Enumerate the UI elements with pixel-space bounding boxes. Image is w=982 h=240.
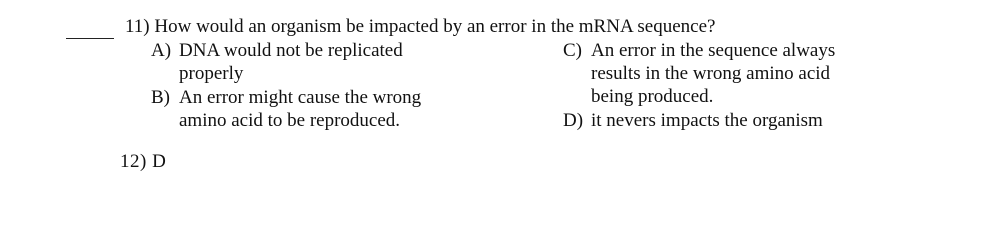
option-b-line-1: An error might cause the wrong (179, 87, 422, 108)
option-d-line-1: it nevers impacts the organism (591, 110, 823, 131)
question-number: 11) (125, 16, 150, 37)
option-c-line-1: An error in the sequence always (591, 40, 836, 61)
option-b-letter: B) (151, 87, 170, 108)
option-a (151, 39, 403, 85)
option-a-letter: A) (151, 40, 172, 61)
option-c-line-2: results in the wrong amino acid (591, 63, 831, 84)
option-a-line-2: properly (179, 63, 244, 84)
option-b-line-2: amino acid to be reproduced. (179, 110, 401, 131)
option-a-line-1: DNA would not be replicated (179, 40, 403, 61)
option-c (563, 39, 835, 108)
option-c-letter: C) (563, 40, 582, 61)
option-d-letter: D) (563, 110, 584, 131)
question-text: How would an organism be impacted by an error in the mRNA sequence? (154, 16, 716, 37)
answer-blank-line[interactable] (66, 38, 114, 39)
option-b (151, 86, 421, 132)
next-question-partial: 12) D (120, 151, 167, 172)
option-d (563, 109, 823, 132)
option-c-line-3: being produced. (591, 86, 714, 107)
question-11 (125, 15, 715, 38)
